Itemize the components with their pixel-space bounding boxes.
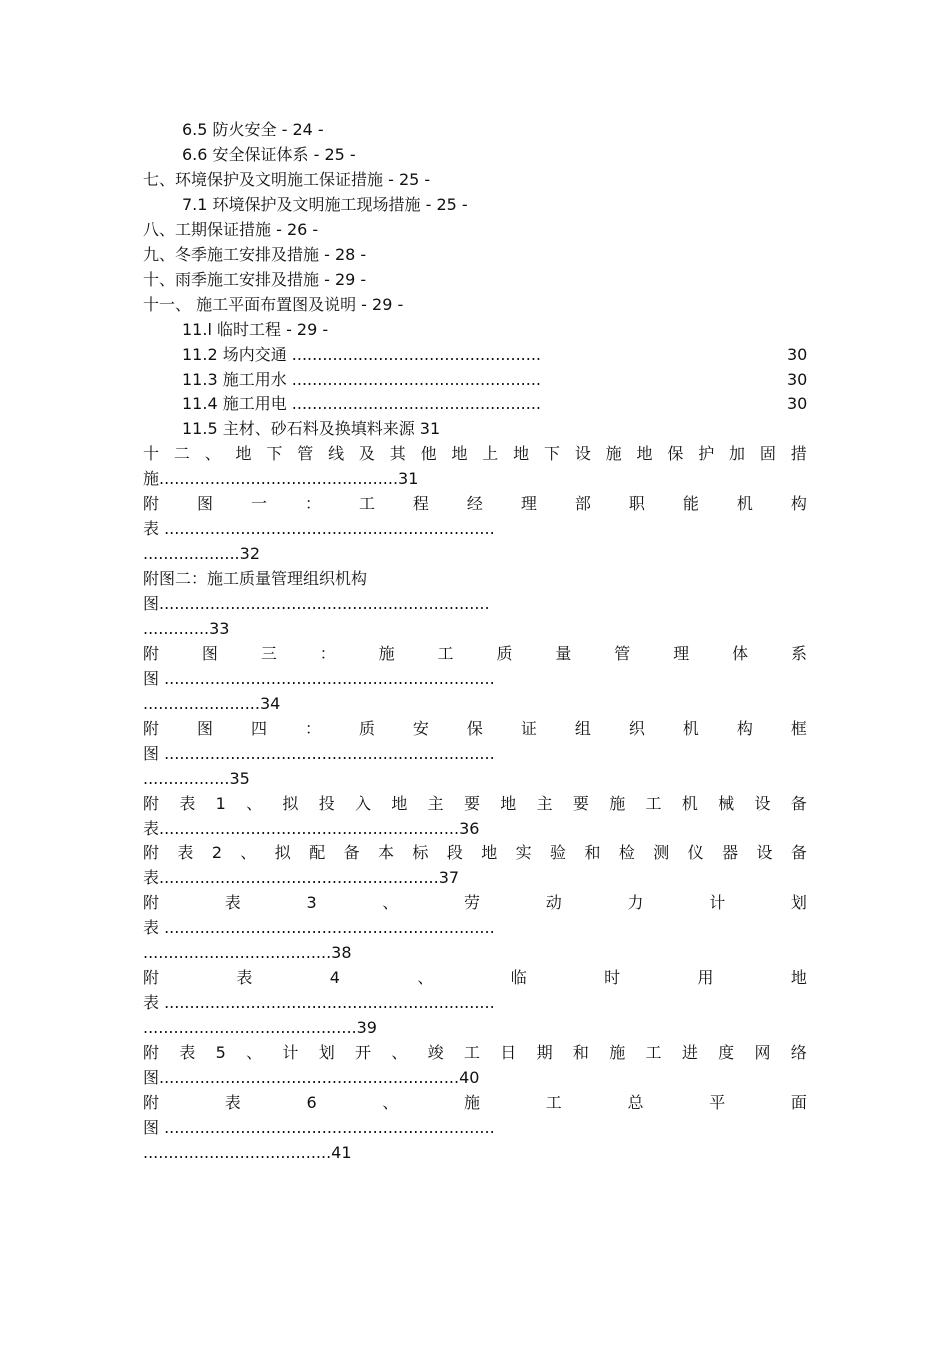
toc-entry-12-line1[interactable] <box>143 444 807 464</box>
toc-char: 二 <box>173 444 190 463</box>
toc-char: 度 <box>718 1043 735 1062</box>
toc-char: 措 <box>790 444 807 463</box>
toc-char: 械 <box>718 794 735 813</box>
toc-char: 施 <box>605 444 622 463</box>
toc-appendix-table5-line2[interactable]: 图...........................................................40 <box>143 1068 480 1087</box>
toc-char: 配 <box>309 843 326 862</box>
toc-char: 段 <box>446 843 463 862</box>
toc-char: 要 <box>463 794 480 813</box>
toc-char: 面 <box>790 1093 807 1112</box>
toc-char: 备 <box>790 843 807 862</box>
toc-char: 标 <box>412 843 429 862</box>
toc-char: 表 <box>224 893 241 912</box>
toc-char: 下 <box>266 444 283 463</box>
toc-appendix-table4-line1[interactable] <box>143 968 807 988</box>
toc-char: 施 <box>609 1043 626 1062</box>
toc-char: 劳 <box>464 893 481 912</box>
toc-char: 机 <box>736 494 753 513</box>
toc-char: ： <box>304 719 321 738</box>
toc-char: 表 <box>236 968 253 987</box>
toc-char: 加 <box>729 444 746 463</box>
toc-char: 施 <box>378 644 395 663</box>
toc-char: 施 <box>609 794 626 813</box>
toc-char: 地 <box>391 794 408 813</box>
toc-char: 图 <box>201 644 218 663</box>
toc-char: 管 <box>297 444 314 463</box>
toc-appendix-fig1-line2[interactable]: 表 ................................................................. <box>143 519 495 538</box>
toc-char: 设 <box>574 444 591 463</box>
toc-char: 构 <box>790 494 807 513</box>
toc-char: 安 <box>412 719 429 738</box>
toc-char: 管 <box>614 644 631 663</box>
toc-char: 备 <box>343 843 360 862</box>
toc-char: 三 <box>260 644 277 663</box>
toc-char: 工 <box>645 1043 662 1062</box>
toc-appendix-fig1-line1[interactable] <box>143 494 807 514</box>
toc-appendix-table1-line2[interactable]: 表...........................................................36 <box>143 819 480 838</box>
toc-char: 、 <box>382 1093 399 1112</box>
toc-char: 6 <box>306 1093 317 1112</box>
toc-char: 图 <box>196 494 213 513</box>
toc-char: 4 <box>329 968 340 987</box>
toc-char: 质 <box>496 644 513 663</box>
toc-appendix-fig2-line2[interactable]: 图................................................................. <box>143 594 490 613</box>
toc-char: 、 <box>417 968 434 987</box>
toc-char: 十 <box>143 444 160 463</box>
toc-char: 测 <box>653 843 670 862</box>
toc-char: 器 <box>722 843 739 862</box>
toc-entry-11-1[interactable]: 11.l 临时工程 - 29 - <box>182 320 329 339</box>
toc-char: 机 <box>681 794 698 813</box>
toc-entry-7-1[interactable]: 7.1 环境保护及文明施工现场措施 - 25 - <box>182 195 468 214</box>
toc-entry-11[interactable]: 十一、 施工平面布置图及说明 - 29 - <box>143 295 404 314</box>
toc-entry-11-4[interactable]: 11.4 施工用电 ................................................. <box>182 394 542 413</box>
toc-char: 织 <box>628 719 645 738</box>
toc-char: 其 <box>389 444 406 463</box>
toc-entry-10[interactable]: 十、雨季施工安排及措施 - 29 - <box>143 270 367 289</box>
toc-appendix-fig3-line3[interactable]: .......................34 <box>143 694 281 713</box>
toc-appendix-fig4-line2[interactable]: 图 ................................................................. <box>143 744 495 763</box>
toc-appendix-table6-line2[interactable]: 图 ................................................................. <box>143 1118 495 1137</box>
toc-appendix-fig3-line1[interactable] <box>143 644 807 664</box>
toc-entry-8[interactable]: 八、工期保证措施 - 26 - <box>143 220 319 239</box>
toc-char: 上 <box>482 444 499 463</box>
toc-char: 要 <box>572 794 589 813</box>
toc-char: 时 <box>604 968 621 987</box>
toc-char: 量 <box>555 644 572 663</box>
toc-page-11-4: 30 <box>787 394 808 413</box>
toc-char: 地 <box>790 968 807 987</box>
toc-char: 投 <box>318 794 335 813</box>
toc-char: 他 <box>420 444 437 463</box>
toc-appendix-fig2-line1[interactable]: 附图二：施工质量管理组织机构 <box>143 569 368 588</box>
toc-char: 总 <box>627 1093 644 1112</box>
toc-char: 工 <box>358 494 375 513</box>
toc-entry-11-5[interactable]: 11.5 主材、砂石料及换填料来源 31 <box>182 419 441 438</box>
toc-char: 地 <box>513 444 530 463</box>
toc-char: 附 <box>143 893 160 912</box>
toc-page-11-2: 30 <box>787 345 808 364</box>
toc-char: 及 <box>358 444 375 463</box>
toc-char: 线 <box>328 444 345 463</box>
toc-char: 2 <box>211 843 222 862</box>
toc-appendix-table1-line1[interactable] <box>143 794 807 814</box>
toc-char: 计 <box>709 893 726 912</box>
toc-char: 表 <box>179 794 196 813</box>
toc-appendix-table4-line3[interactable]: ..........................................39 <box>143 1018 377 1037</box>
toc-char: ： <box>304 494 321 513</box>
toc-char: 、 <box>246 1043 263 1062</box>
toc-char: 和 <box>572 1043 589 1062</box>
toc-char: 部 <box>574 494 591 513</box>
toc-char: 网 <box>754 1043 771 1062</box>
toc-appendix-fig4-line3[interactable]: .................35 <box>143 769 250 788</box>
toc-char: 地 <box>235 444 252 463</box>
toc-char: 、 <box>391 1043 408 1062</box>
toc-char: 地 <box>636 444 653 463</box>
toc-char: 3 <box>306 893 317 912</box>
toc-char: 工 <box>545 1093 562 1112</box>
toc-appendix-table5-line1[interactable] <box>143 1043 807 1063</box>
toc-entry-9[interactable]: 九、冬季施工安排及措施 - 28 - <box>143 245 367 264</box>
toc-char: 工 <box>463 1043 480 1062</box>
toc-char: 附 <box>143 644 160 663</box>
toc-char: 、 <box>382 893 399 912</box>
toc-char: 拟 <box>274 843 291 862</box>
toc-char: 划 <box>790 893 807 912</box>
toc-char: 构 <box>736 719 753 738</box>
toc-char: 工 <box>645 794 662 813</box>
toc-char: 设 <box>754 794 771 813</box>
toc-char: 地 <box>481 843 498 862</box>
toc-char: ： <box>319 644 336 663</box>
toc-char: 表 <box>179 1043 196 1062</box>
toc-appendix-table3-line1[interactable] <box>143 893 807 913</box>
toc-char: 理 <box>520 494 537 513</box>
toc-char: 平 <box>709 1093 726 1112</box>
toc-char: 设 <box>756 843 773 862</box>
toc-char: 期 <box>536 1043 553 1062</box>
toc-char: 主 <box>427 794 444 813</box>
toc-char: 质 <box>358 719 375 738</box>
toc-char: 本 <box>378 843 395 862</box>
toc-appendix-table4-line2[interactable]: 表 ................................................................. <box>143 993 495 1012</box>
toc-appendix-table6-line1[interactable] <box>143 1093 807 1113</box>
toc-char: 一 <box>250 494 267 513</box>
toc-char: 组 <box>574 719 591 738</box>
toc-char: 理 <box>673 644 690 663</box>
toc-char: 附 <box>143 1093 160 1112</box>
toc-char: 固 <box>759 444 776 463</box>
toc-char: 机 <box>682 719 699 738</box>
toc-char: 实 <box>515 843 532 862</box>
toc-appendix-table3-line3[interactable]: .....................................38 <box>143 943 352 962</box>
toc-appendix-fig3-line2[interactable]: 图 ................................................................. <box>143 669 495 688</box>
toc-char: 程 <box>412 494 429 513</box>
toc-appendix-table2-line1[interactable] <box>143 843 807 863</box>
toc-char: 保 <box>466 719 483 738</box>
toc-char: 计 <box>282 1043 299 1062</box>
toc-entry-11-3[interactable]: 11.3 施工用水 ................................................. <box>182 370 542 389</box>
toc-char: 框 <box>790 719 807 738</box>
toc-char: 附 <box>143 719 160 738</box>
toc-char: 、 <box>246 794 263 813</box>
toc-char: 和 <box>584 843 601 862</box>
toc-char: 进 <box>681 1043 698 1062</box>
toc-char: 附 <box>143 843 160 862</box>
toc-char: 体 <box>732 644 749 663</box>
toc-char: 附 <box>143 794 160 813</box>
toc-char: 施 <box>464 1093 481 1112</box>
toc-char: 划 <box>318 1043 335 1062</box>
toc-char: 表 <box>177 843 194 862</box>
toc-char: 仪 <box>687 843 704 862</box>
toc-char: 能 <box>682 494 699 513</box>
toc-entry-12-line2[interactable]: 施...............................................31 <box>143 469 419 488</box>
toc-char: 验 <box>550 843 567 862</box>
toc-char: 证 <box>520 719 537 738</box>
toc-appendix-table3-line2[interactable]: 表 ................................................................. <box>143 918 495 937</box>
toc-char: 5 <box>215 1043 226 1062</box>
toc-char: 附 <box>143 494 160 513</box>
toc-entry-6-5[interactable]: 6.5 防火安全 - 24 - <box>182 120 324 139</box>
toc-char: 下 <box>543 444 560 463</box>
toc-char: 力 <box>627 893 644 912</box>
toc-appendix-fig2-line3[interactable]: .............33 <box>143 619 230 638</box>
toc-entry-11-2[interactable]: 11.2 场内交通 ................................................. <box>182 345 542 364</box>
toc-char: 附 <box>143 968 160 987</box>
toc-entry-6-6[interactable]: 6.6 安全保证体系 - 25 - <box>182 145 356 164</box>
toc-char: 附 <box>143 1043 160 1062</box>
toc-char: 1 <box>215 794 226 813</box>
toc-char: 开 <box>355 1043 372 1062</box>
toc-char: 工 <box>437 644 454 663</box>
toc-char: 竣 <box>427 1043 444 1062</box>
toc-char: 、 <box>204 444 221 463</box>
toc-char: 动 <box>545 893 562 912</box>
toc-entry-7[interactable]: 七、环境保护及文明施工保证措施 - 25 - <box>143 170 431 189</box>
toc-char: 日 <box>500 1043 517 1062</box>
toc-char: 保 <box>667 444 684 463</box>
toc-char: 地 <box>451 444 468 463</box>
toc-page-11-3: 30 <box>787 370 808 389</box>
toc-appendix-table2-line2[interactable]: 表.......................................................37 <box>143 868 460 887</box>
toc-char: 入 <box>355 794 372 813</box>
toc-char: 图 <box>196 719 213 738</box>
toc-char: 备 <box>790 794 807 813</box>
toc-char: 职 <box>628 494 645 513</box>
toc-appendix-fig4-line1[interactable] <box>143 719 807 739</box>
toc-char: 用 <box>697 968 714 987</box>
toc-char: 系 <box>790 644 807 663</box>
toc-char: 表 <box>224 1093 241 1112</box>
toc-char: 、 <box>240 843 257 862</box>
toc-char: 临 <box>510 968 527 987</box>
toc-appendix-fig1-line3[interactable]: ...................32 <box>143 544 260 563</box>
toc-char: 地 <box>500 794 517 813</box>
toc-char: 检 <box>618 843 635 862</box>
toc-char: 主 <box>536 794 553 813</box>
toc-appendix-table6-line3[interactable]: .....................................41 <box>143 1143 352 1162</box>
toc-char: 护 <box>698 444 715 463</box>
toc-char: 四 <box>250 719 267 738</box>
toc-char: 经 <box>466 494 483 513</box>
toc-char: 络 <box>790 1043 807 1062</box>
toc-char: 拟 <box>282 794 299 813</box>
